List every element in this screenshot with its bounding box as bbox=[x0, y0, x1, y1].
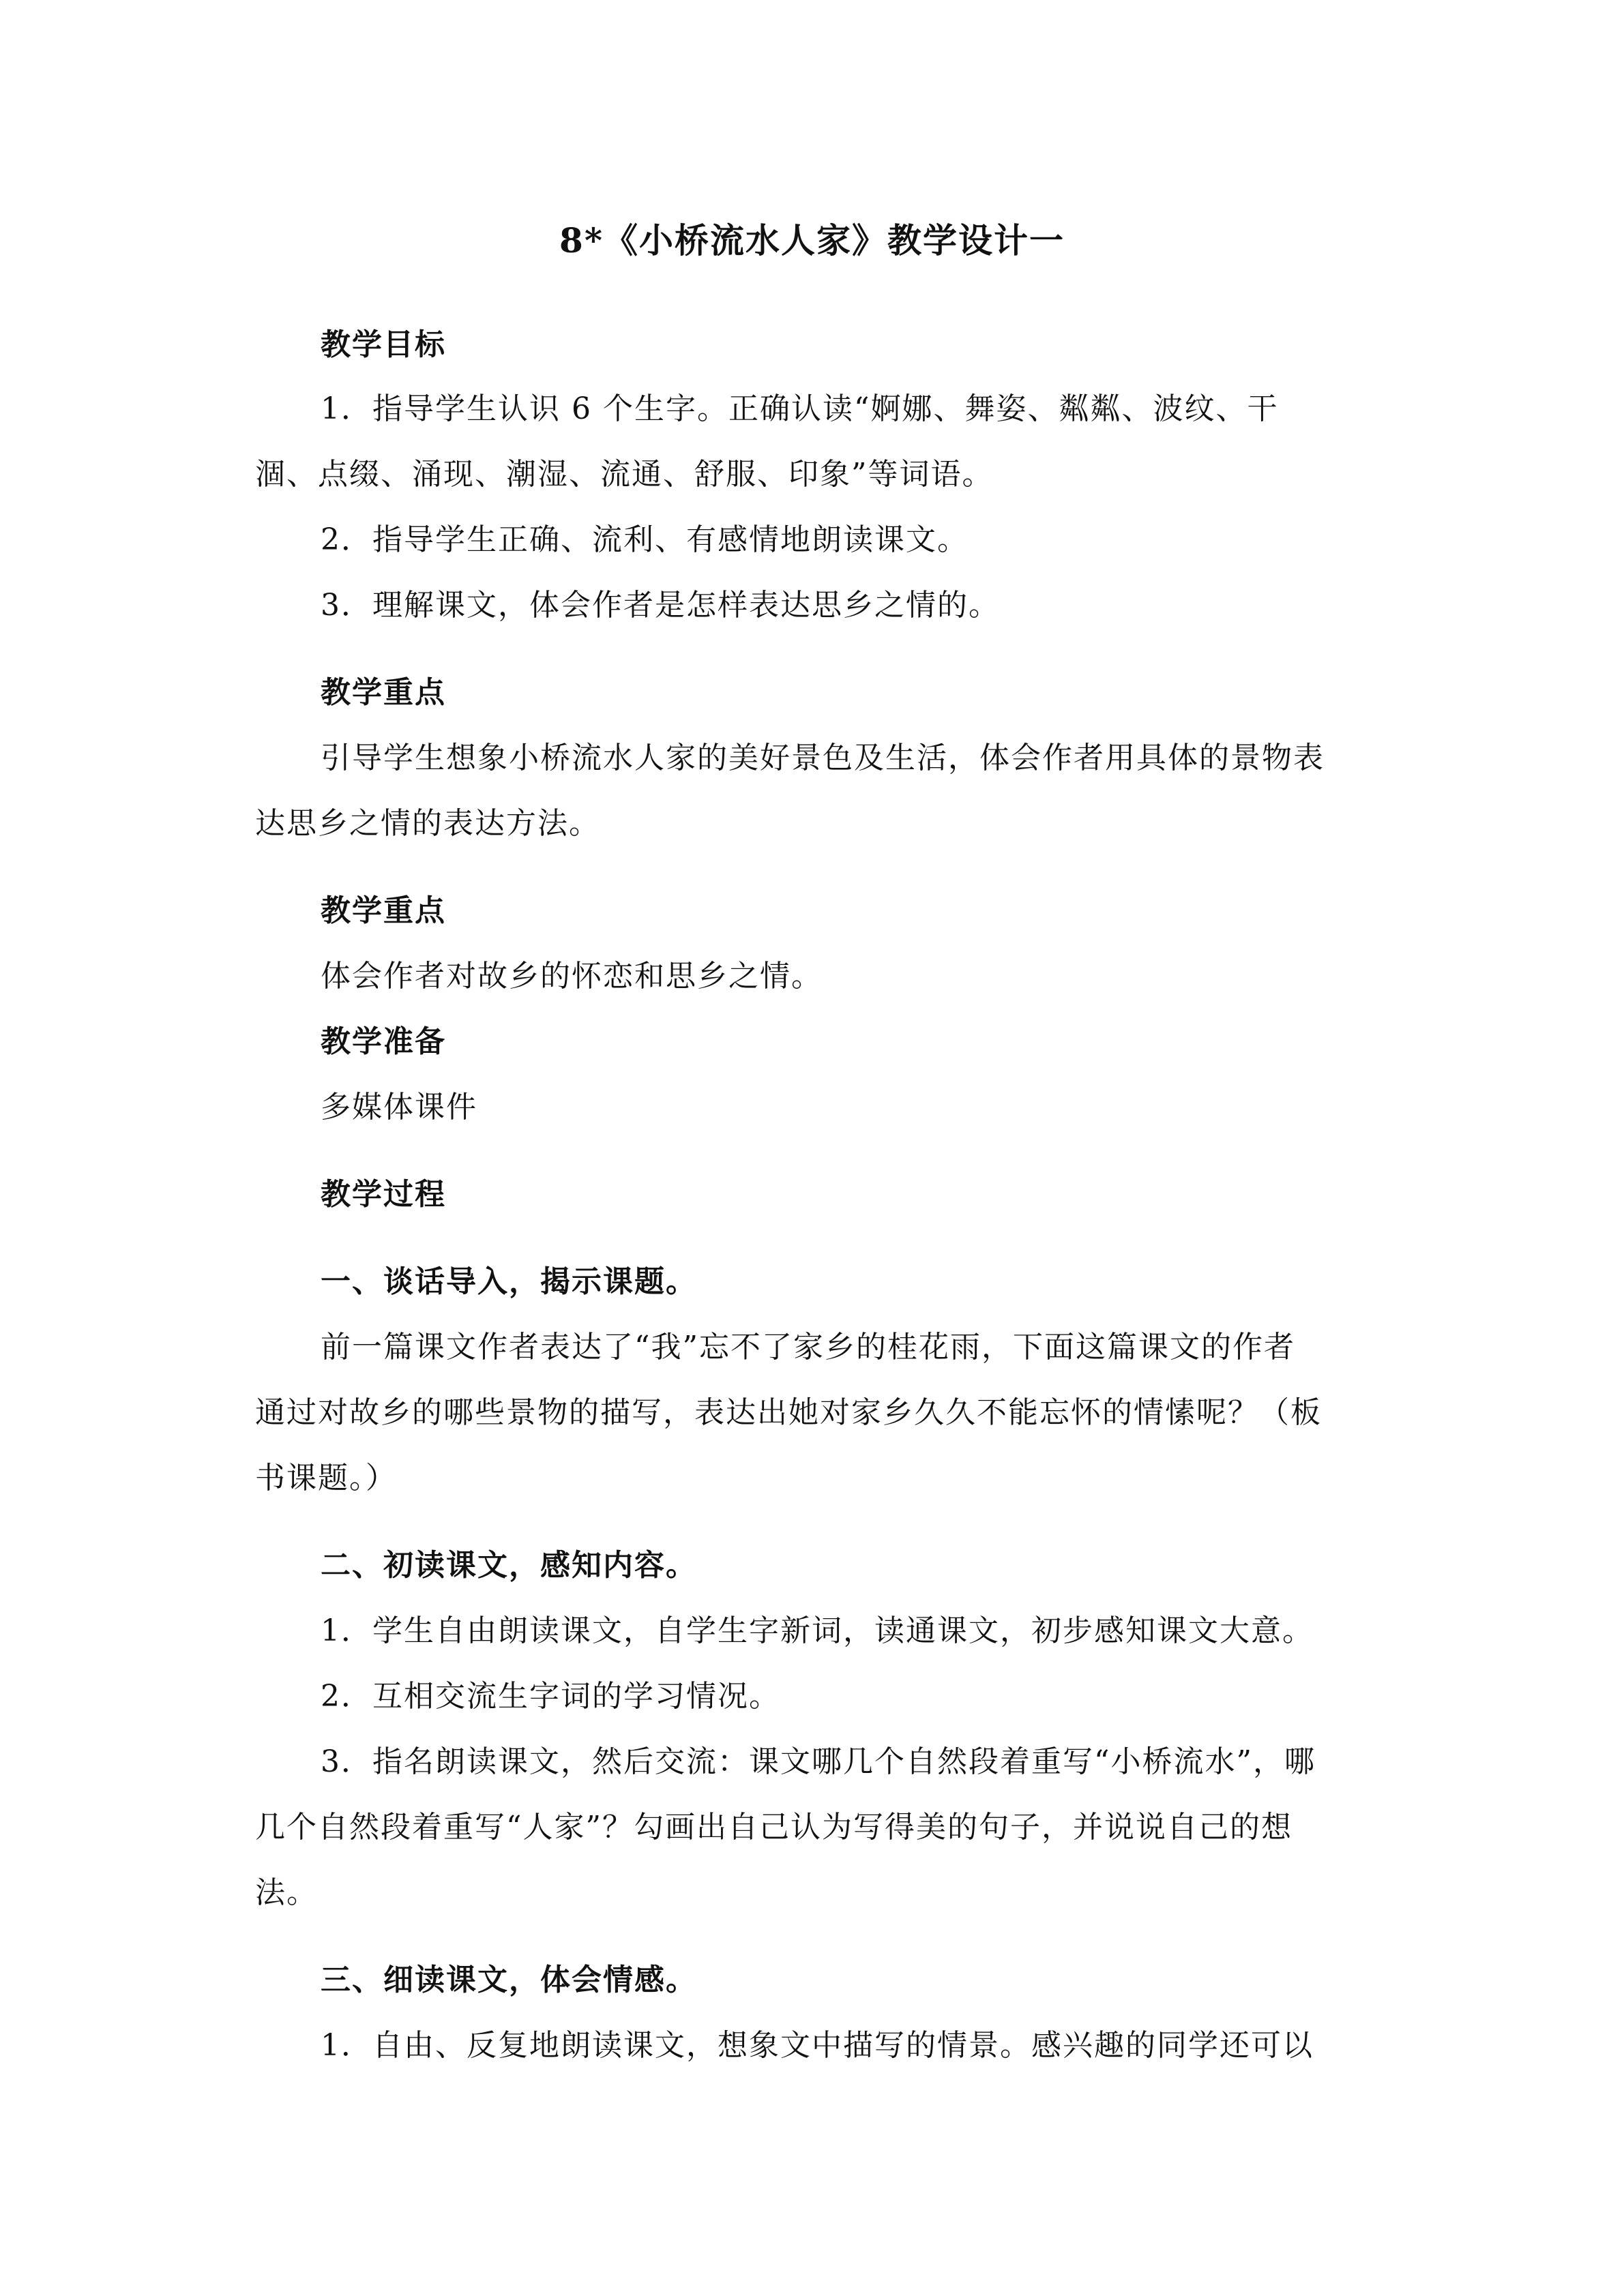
section-1-line-2: 通过对故乡的哪些景物的描写，表达出她对家乡久久不能忘怀的情愫呢？（板 bbox=[255, 1395, 1322, 1430]
key-points-line-1: 引导学生想象小桥流水人家的美好景色及生活，体会作者用具体的景物表 bbox=[321, 741, 1325, 775]
objective-line-4: 3．理解课文，体会作者是怎样表达思乡之情的。 bbox=[321, 588, 1000, 623]
objective-line-3: 2．指导学生正确、流利、有感情地朗读课文。 bbox=[321, 522, 969, 557]
difficulty-heading: 教学重点 bbox=[321, 893, 446, 928]
process-heading: 教学过程 bbox=[321, 1177, 446, 1212]
objective-line-2: 涸、点缀、涌现、潮湿、流通、舒服、印象”等词语。 bbox=[255, 457, 994, 492]
section-2-line-4: 几个自然段着重写“人家”？勾画出自己认为写得美的句子，并说说自己的想 bbox=[255, 1810, 1293, 1845]
key-points-heading: 教学重点 bbox=[321, 675, 446, 710]
preparation-text: 多媒体课件 bbox=[321, 1090, 477, 1124]
objectives-heading: 教学目标 bbox=[321, 327, 446, 362]
difficulty-text: 体会作者对故乡的怀恋和思乡之情。 bbox=[321, 959, 823, 994]
section-3-heading: 三、细读课文，体会情感。 bbox=[321, 1963, 697, 1997]
page-title: 8*《小桥流水人家》教学设计一 bbox=[559, 220, 1065, 260]
preparation-heading: 教学准备 bbox=[321, 1024, 446, 1059]
section-1-line-1: 前一篇课文作者表达了“我”忘不了家乡的桂花雨，下面这篇课文的作者 bbox=[321, 1330, 1295, 1365]
section-2-heading: 二、初读课文，感知内容。 bbox=[321, 1548, 697, 1583]
section-2-line-2: 2．互相交流生字词的学习情况。 bbox=[321, 1679, 780, 1714]
section-2-line-5: 法。 bbox=[255, 1875, 318, 1910]
section-2-line-1: 1．学生自由朗读课文，自学生字新词，读通课文，初步感知课文大意。 bbox=[321, 1613, 1314, 1648]
objective-line-1: 1．指导学生认识 6 个生字。正确认读“婀娜、舞姿、粼粼、波纹、干 bbox=[321, 391, 1279, 426]
section-3-line-1: 1．自由、反复地朗读课文，想象文中描写的情景。感兴趣的同学还可以 bbox=[321, 2028, 1314, 2063]
key-points-line-2: 达思乡之情的表达方法。 bbox=[255, 806, 600, 841]
section-2-line-3: 3．指名朗读课文，然后交流：课文哪几个自然段着重写“小桥流水”，哪 bbox=[321, 1744, 1316, 1779]
section-1-line-3: 书课题。） bbox=[255, 1461, 397, 1495]
section-1-heading: 一、谈话导入，揭示课题。 bbox=[321, 1264, 697, 1299]
